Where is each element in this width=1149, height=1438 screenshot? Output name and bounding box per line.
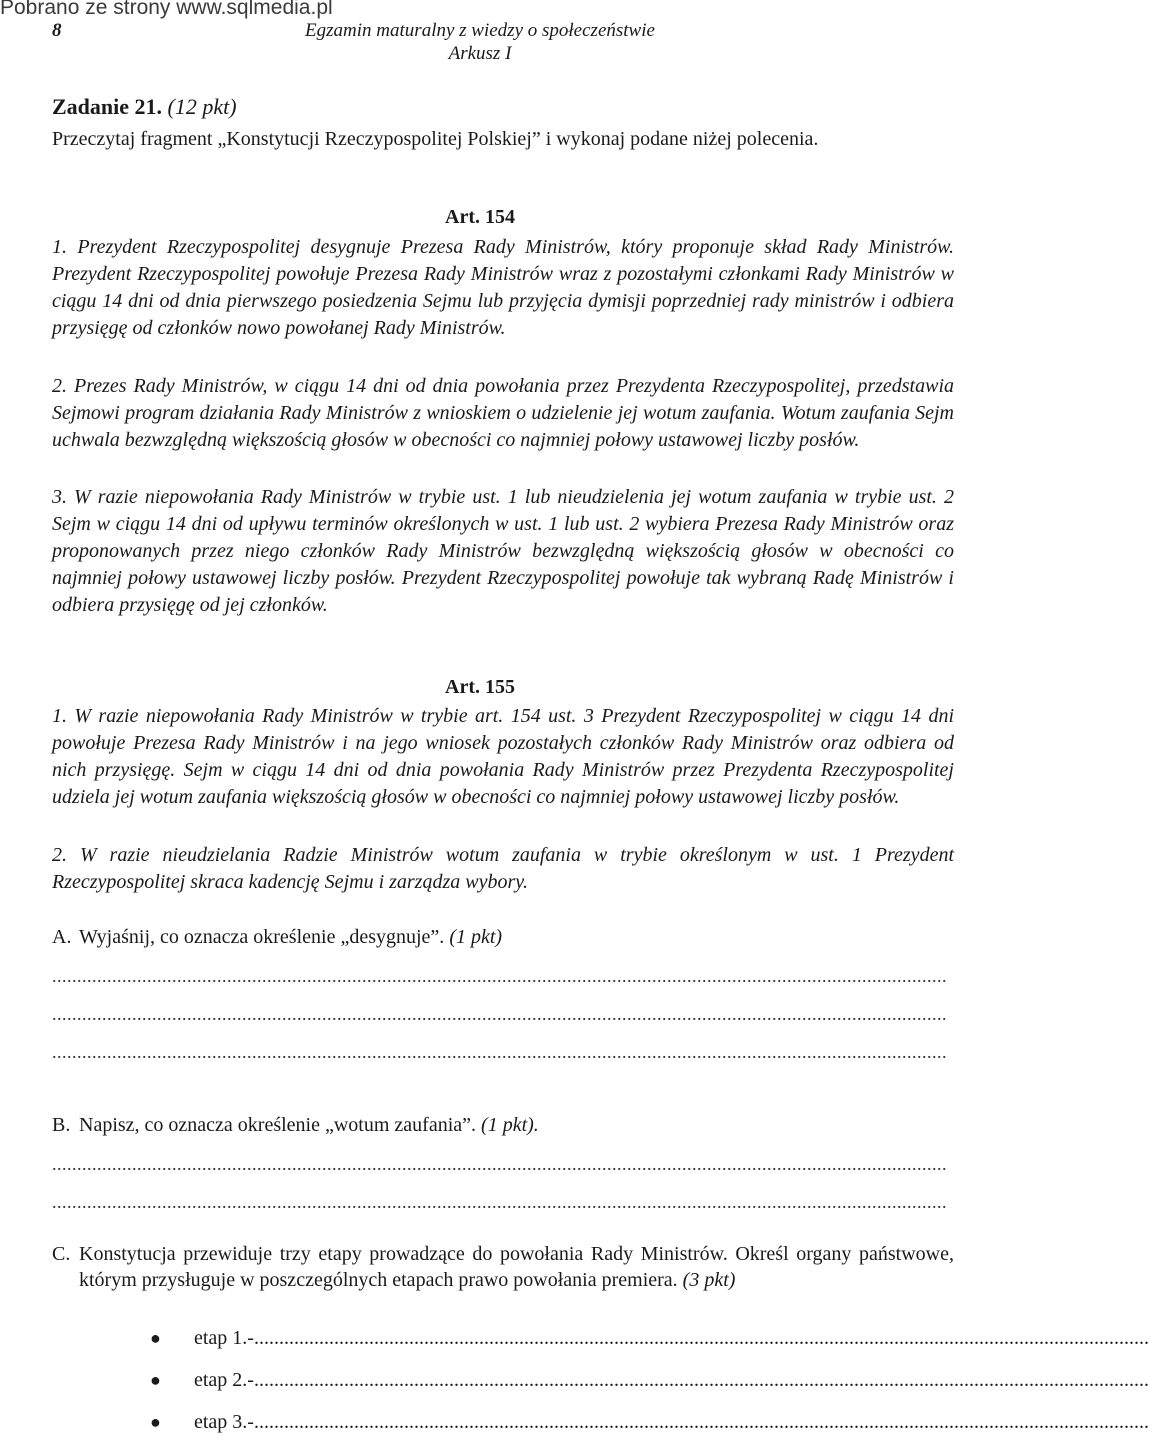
stage-3 [150,1411,1149,1434]
task-instruction: Przeczytaj fragment „Konstytucji Rzeczypospolitej Polskiej” i wykonaj podane niżej polecenia. [52,128,819,150]
question-c [52,1241,954,1293]
art-154-paragraph-1: 1. Prezydent Rzeczypospolitej desygnuje Prezesa Rady Ministrów, który proponuje skład Rady Ministrów. Prezydent Rzeczypospolitej powołuje Prezesa Rady Ministrów wraz z pozostałymi członkami Rady Ministrów w ciągu 14 dni od dnia pierwszego posiedzenia Sejmu lub przyjęcia dymisji poprzedniej rady ministrów i odbiera przysięgę od członków nowo powołanej Rady Ministrów. [52,236,954,339]
header-sheet: Arkusz I [448,43,512,64]
bullet-dot-icon: ● [150,1370,161,1390]
answer-line-a-3[interactable]: ................................................................................................................................................................................... [52,1042,947,1062]
art-154-paragraph-2: 2. Prezes Rady Ministrów, w ciągu 14 dni od dnia powołania przez Prezydenta Rzeczypospolitej, przedstawia Sejmowi program działania Rady Ministrów z wnioskiem o udzielenie jej wotum zaufania. Wotum zaufania Sejm uchwala bezwzględną większością głosów w obecności co najmniej połowy ustawowej liczby posłów. [52,375,954,451]
task-points: (12 pkt) [167,94,237,119]
question-a-text: Wyjaśnij, co oznacza określenie „desygnuje”. [79,926,445,948]
bullet-dot-icon: ● [150,1328,161,1348]
question-b [52,1112,954,1138]
question-c-text: Konstytucja przewiduje trzy etapy prowadzące do powołania Rady Ministrów. Określ organy państwowe, którym przysługuje w poszczególnych etapach prawo powołania premiera. [79,1243,954,1291]
answer-line-b-2[interactable]: ................................................................................................................................................................................... [52,1192,947,1212]
task-number: Zadanie 21. [52,94,163,119]
bullet-dot-icon: ● [150,1412,161,1432]
question-a [52,924,954,950]
stage-3-answer-line[interactable]: ................................................................................................................................................................................... [253,1411,1149,1433]
question-c-letter: C. [52,1243,71,1265]
stage-2-label: etap 2.- [194,1369,254,1391]
answer-line-a-1[interactable]: ................................................................................................................................................................................... [52,966,947,986]
question-b-points: (1 pkt). [481,1114,539,1136]
stage-1 [150,1327,1149,1350]
page-number: 8 [52,20,62,41]
stage-3-label: etap 3.- [194,1411,254,1433]
art-154-paragraph-3: 3. W razie niepowołania Rady Ministrów w trybie ust. 1 lub nieudzielenia jej wotum zaufania w trybie ust. 2 Sejm w ciągu 14 dni od upływu terminów określonych w ust. 1 lub ust. 2 wybiera Prezesa Rady Ministrów oraz proponowanych przez niego członków Rady Ministrów bezwzględną większością głosów w obecności co najmniej połowy ustawowej liczby posłów. Prezydent Rzeczypospolitej powołuje tak wybraną Radę Ministrów i odbiera przysięgę od jej członków. [52,486,954,616]
stage-2 [150,1369,1149,1392]
question-b-text: Napisz, co oznacza określenie „wotum zaufania”. [79,1114,477,1136]
question-a-points: (1 pkt) [449,926,503,948]
question-c-points: (3 pkt) [682,1269,736,1291]
art-155-paragraph-1: 1. W razie niepowołania Rady Ministrów w trybie art. 154 ust. 3 Prezydent Rzeczypospolitej w ciągu 14 dni powołuje Prezesa Rady Ministrów i na jego wniosek pozostałych członków Rady Ministrów oraz odbiera od nich przysięgę. Sejm w ciągu 14 dni od dnia powołania Rady Ministrów przez Prezydenta Rzeczypospolitej udziela jej wotum zaufania większością głosów w obecności co najmniej połowy ustawowej liczby posłów. [52,705,954,808]
stage-1-label: etap 1.- [194,1327,254,1349]
art-155-paragraph-2: 2. W razie nieudzielania Radzie Ministrów wotum zaufania w trybie określonym w ust. 1 Prezydent Rzeczypospolitej skraca kadencję Sejmu i zarządza wybory. [52,844,954,893]
art-155-heading: Art. 155 [445,676,515,698]
task-title [52,94,237,120]
watermark: Pobrano ze strony www.sqlmedia.pl [0,0,333,19]
header-exam-title: Egzamin maturalny z wiedzy o społeczeństwie [305,20,655,41]
question-a-letter: A. [52,926,72,948]
question-b-letter: B. [52,1114,71,1136]
art-154-heading: Art. 154 [445,206,515,228]
answer-line-a-2[interactable]: ................................................................................................................................................................................... [52,1004,947,1024]
stage-1-answer-line[interactable]: ................................................................................................................................................................................... [253,1327,1149,1349]
answer-line-b-1[interactable]: ................................................................................................................................................................................... [52,1154,947,1174]
stage-2-answer-line[interactable]: ................................................................................................................................................................................... [253,1369,1149,1391]
